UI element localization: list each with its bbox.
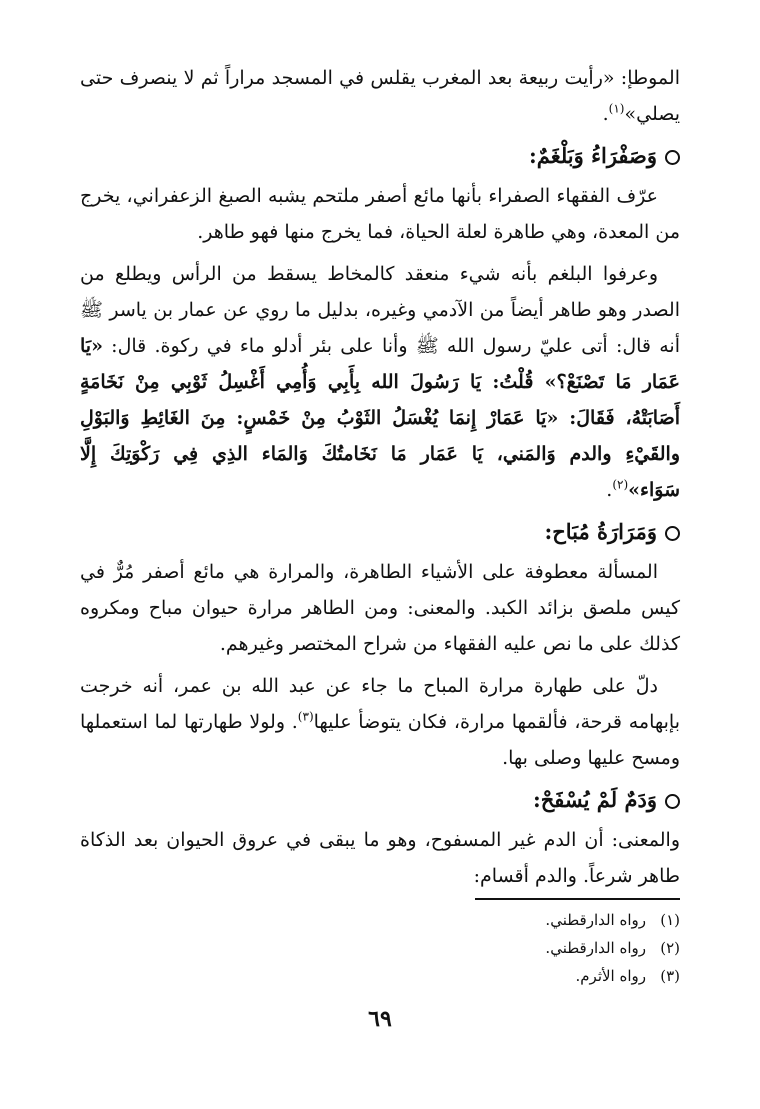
paragraph-balgham-hadith: وعرفوا البلغم بأنه شيء منعقد كالمخاط يسقط من الرأس ويطلع من الصدر وهو طاهر أيضاً من الآدمي وغيره، بدليل ما روي عن عمار بن ياسر ﷺ أنه قال: أتى عليّ رسول الله ﷺ وأنا على بئر أدلو ماء في ركوة. قال: «يَا عَمَار مَا تَصْنَعْ؟» قُلْتُ: يَا رَسُولَ الله بِأَبِي وَأُمِي أَغْسِلُ ثَوْبِي مِنْ نَخَامَةٍ أَصَابَتْهُ، فَقَالَ: «يَا عَمَارْ إِنمَا يُغْسَلُ الثَوْبُ مِنْ خَمْسٍ: مِنَ الغَائِطِ وَالبَوْلِ والقَيْءِ والدم وَالمَني، يَا عَمَار مَا نَخَامتُكَ وَالمَاء الذِي فِي رَكْوَتِكَ إِلَّا سَوَاء»$^{(٢)}$. xyxy=(80,263,680,501)
hadith-quote: «يَا عَمَار مَا تَصْنَعْ؟» قُلْتُ: يَا رَسُولَ الله بِأَبِي وَأُمِي أَغْسِلُ ثَوْبِي مِنْ نَخَامَةٍ أَصَابَتْهُ، فَقَالَ: «يَا عَمَارْ إِنمَا يُغْسَلُ الثَوْبُ مِنْ خَمْسٍ: مِنَ الغَائِطِ وَالبَوْلِ والقَيْءِ والدم وَالمَني، يَا عَمَار مَا نَخَامتُكَ وَالمَاء الذِي فِي رَكْوَتِكَ إِلَّا سَوَاء» xyxy=(80,335,680,501)
footnote-item: (٣)رواه الأثرم. xyxy=(575,967,680,985)
footnote-separator xyxy=(475,898,680,900)
section-heading-safra: وَصَفْرَاءُ وَبَلْغَمٌ: xyxy=(80,138,680,174)
circle-bullet-icon xyxy=(665,526,680,541)
page-number: ٦٩ xyxy=(368,1006,392,1032)
circle-bullet-icon xyxy=(665,794,680,809)
footnote-item: (١)رواه الدارقطني. xyxy=(545,911,680,929)
paragraph-marara-evidence: دلّ على طهارة مرارة المباح ما جاء عن عبد الله بن عمر، أنه خرجت بإبهامه قرحة، فألقمها مرارة، فكان يتوضأ عليها$^{(٣)}$. ولولا طهارتها لما استعملها ومسح عليها وصلى بها. xyxy=(80,675,680,769)
section-heading-marara: وَمَرَارَةُ مُبَاح: xyxy=(80,514,680,550)
footnote-ref-3[interactable]: (٣) xyxy=(297,709,314,724)
circle-bullet-icon xyxy=(665,150,680,165)
footnote-ref-1[interactable]: (١) xyxy=(608,101,625,116)
paragraph-muwatta-quote: الموطإ: «رأيت ربيعة بعد المغرب يقلس في المسجد مراراً ثم لا ينصرف حتى يصلي»$^{(١)}$. xyxy=(80,67,680,125)
footnote-ref-2[interactable]: (٢) xyxy=(612,477,629,492)
paragraph-dam-definition: والمعنى: أن الدم غير المسفوح، وهو ما يبقى في عروق الحيوان بعد الذكاة طاهر شرعاً. والدم أقسام: xyxy=(80,829,680,887)
footnote-item: (٢)رواه الدارقطني. xyxy=(545,939,680,957)
section-heading-dam: وَدَمٌ لَمْ يُسْفَحْ: xyxy=(80,782,680,818)
paragraph-marara-definition: المسألة معطوفة على الأشياء الطاهرة، والمرارة هي مائع أصفر مُرٌّ في كيس ملصق بزائد الكبد. والمعنى: ومن الطاهر مرارة حيوان مباح ومكروه كذلك على ما نص عليه الفقهاء من شراح المختصر وغيرهم. xyxy=(80,561,680,655)
main-text xyxy=(80,60,680,900)
footnotes xyxy=(80,906,680,990)
paragraph-safra-definition: عرّف الفقهاء الصفراء بأنها مائع أصفر ملتحم يشبه الصبغ الزعفراني، يخرج من المعدة، وهي طاهرة لعلة الحياة، فما يخرج منها فهو طاهر. xyxy=(80,185,680,243)
